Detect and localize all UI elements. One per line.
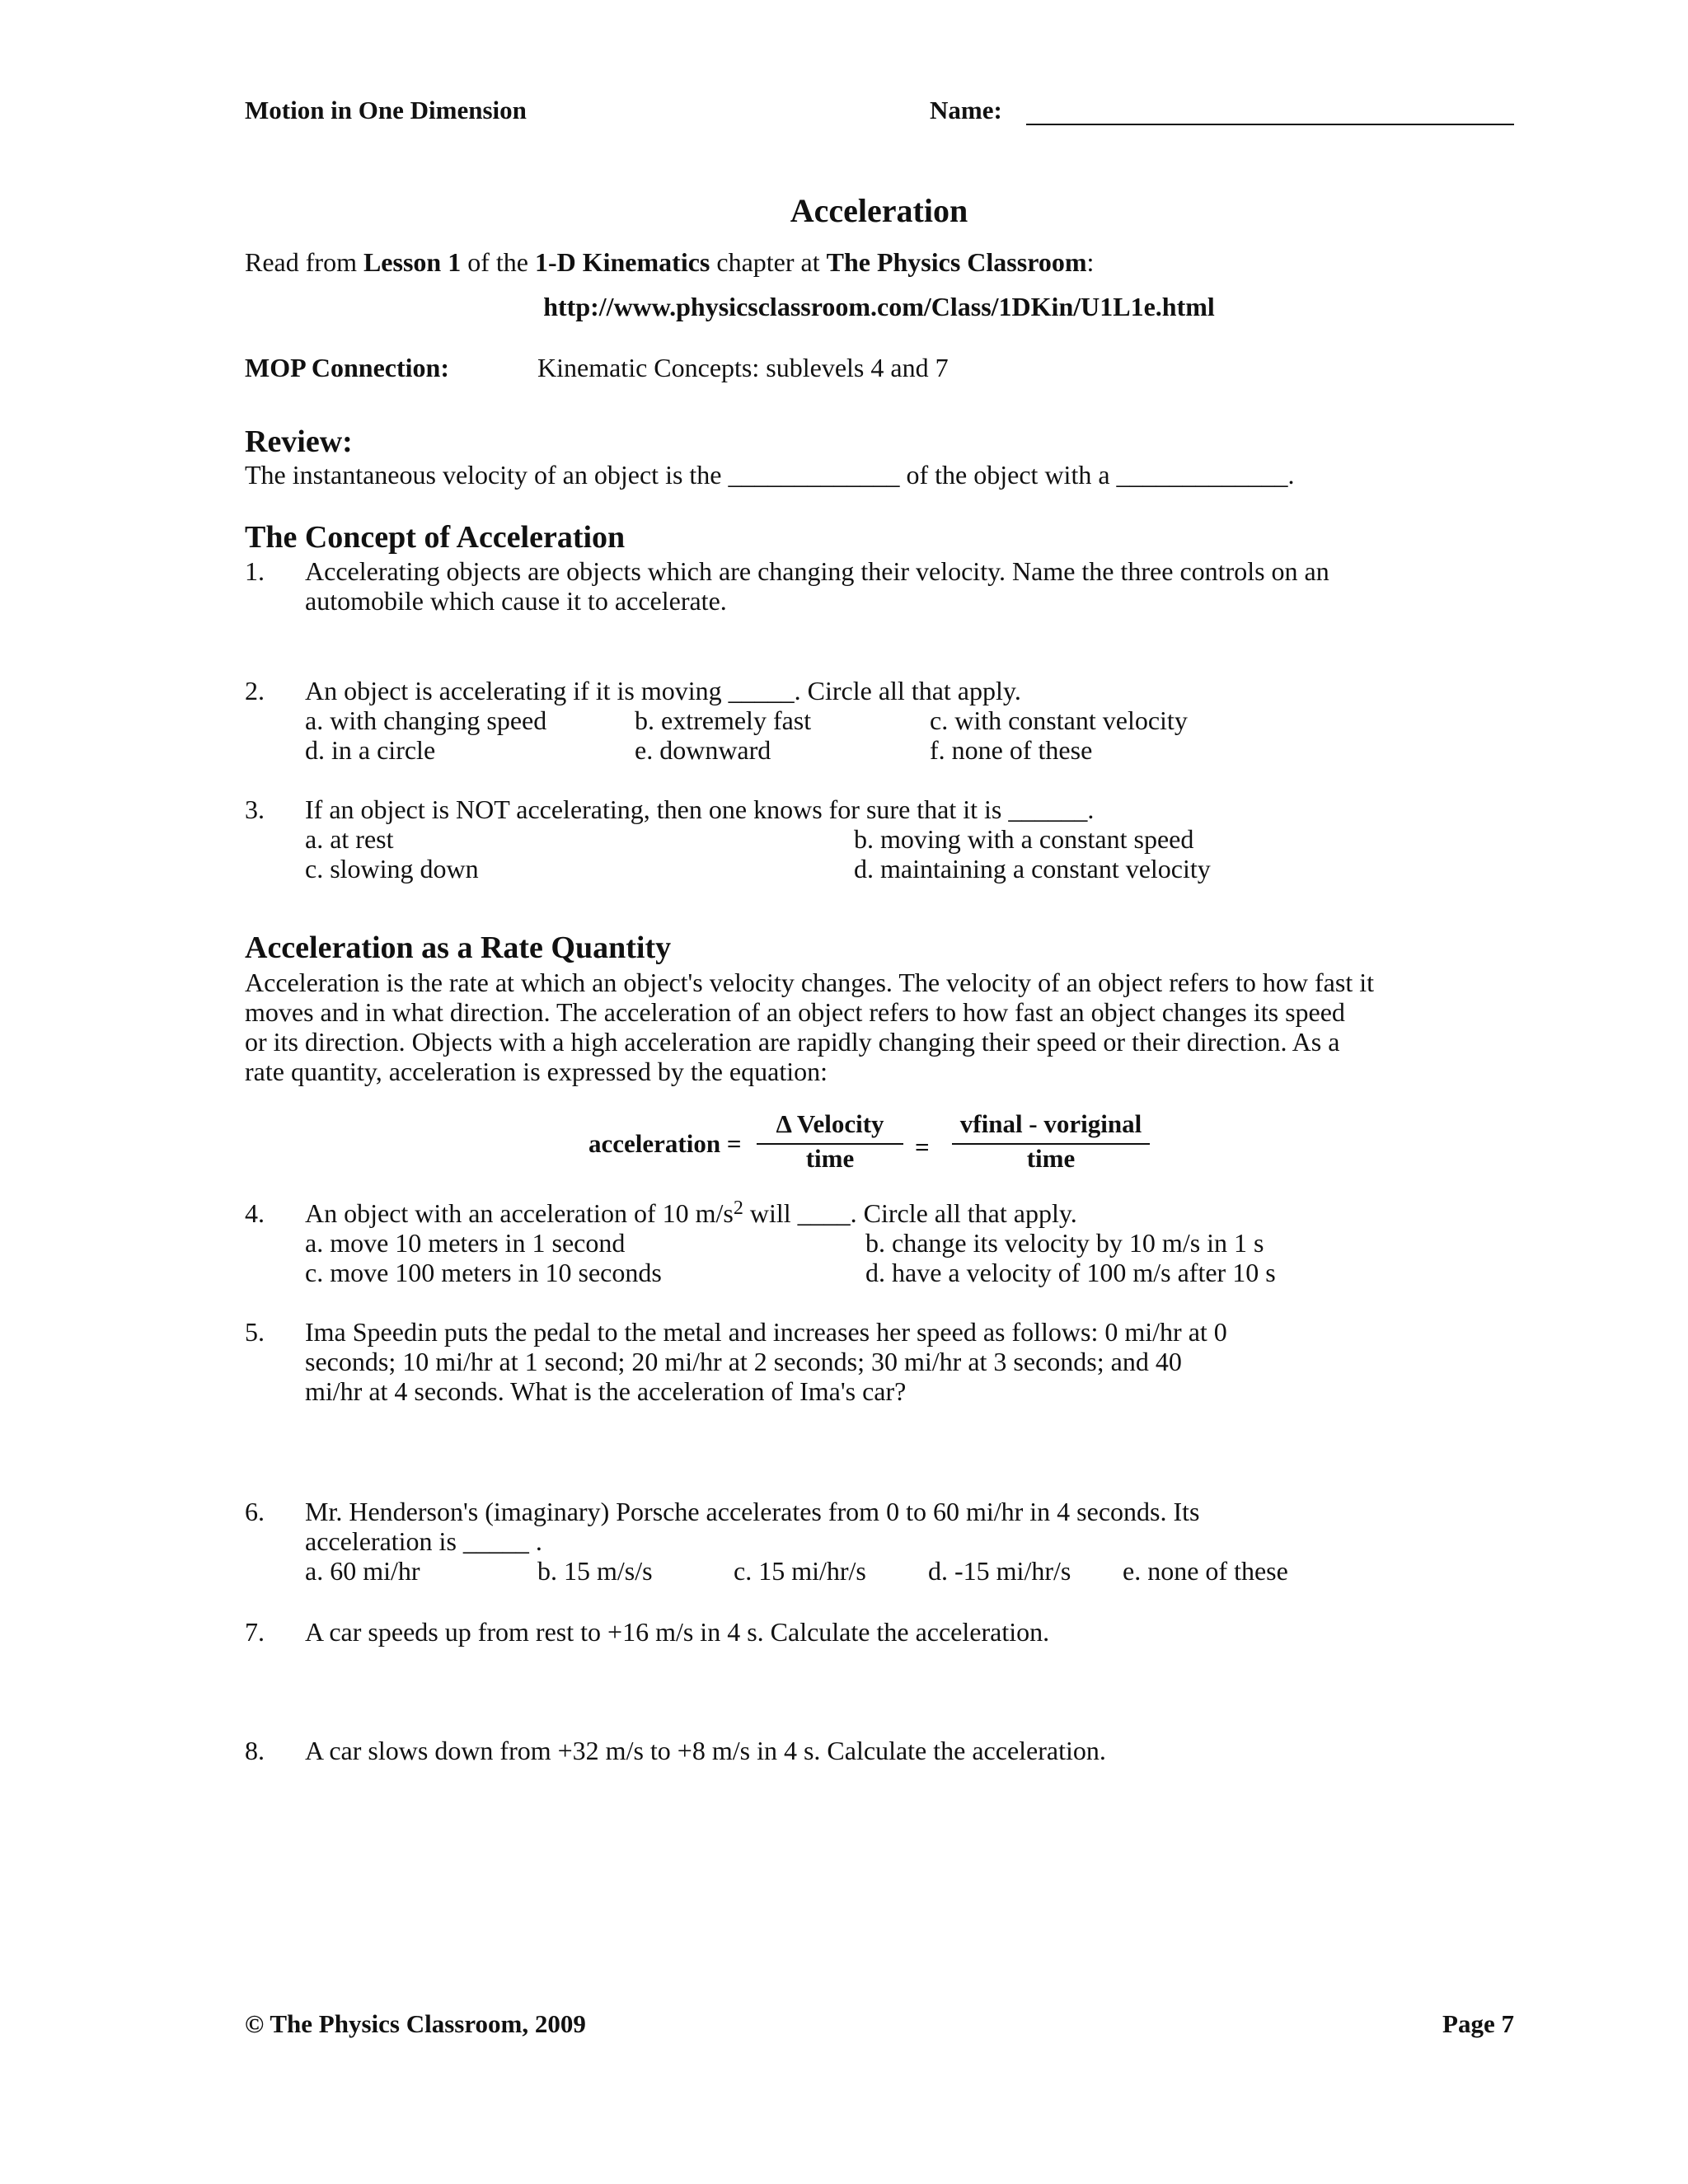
q5-number: 5.: [245, 1317, 265, 1347]
q8-number: 8.: [245, 1736, 265, 1765]
q3-stem: If an object is NOT accelerating, then one knows for sure that it is ______.: [305, 794, 1095, 824]
q1-line2: automobile which cause it to accelerate.: [305, 586, 727, 616]
q4-exponent: 2: [733, 1197, 743, 1219]
mop-label: MOP Connection:: [245, 353, 449, 382]
q1-number: 1.: [245, 556, 265, 586]
q5-line2: seconds; 10 mi/hr at 1 second; 20 mi/hr at 2 seconds; 30 mi/hr at 3 seconds; and 40: [305, 1347, 1182, 1376]
q6-line1: Mr. Henderson's (imaginary) Porsche accelerates from 0 to 60 mi/hr in 4 seconds. Its: [305, 1497, 1200, 1526]
name-blank-line: [1026, 124, 1514, 125]
name-label: Name:: [930, 96, 1002, 124]
q3-option-b[interactable]: b. moving with a constant speed: [854, 824, 1194, 854]
header-title: Motion in One Dimension: [245, 96, 527, 124]
q3-option-a[interactable]: a. at rest: [305, 824, 394, 854]
q3-option-d[interactable]: d. maintaining a constant velocity: [854, 854, 1211, 883]
equation-denominator-1: time: [805, 1144, 855, 1173]
intro-read-from: Read from: [245, 247, 357, 277]
q7-text: A car speeds up from rest to +16 m/s in 4 s. Calculate the acceleration.: [305, 1617, 1050, 1647]
q4-option-a[interactable]: a. move 10 meters in 1 second: [305, 1228, 626, 1258]
rate-heading: Acceleration as a Rate Quantity: [245, 930, 672, 965]
equation-numerator-1: Δ Velocity: [776, 1109, 884, 1138]
intro-of-the: of the: [467, 247, 528, 277]
q4-stem: [305, 1198, 1077, 1228]
q4-stem-text-b: will ____. Circle all that apply.: [743, 1198, 1077, 1228]
q3-option-c[interactable]: c. slowing down: [305, 854, 479, 883]
q6-line2: acceleration is _____ .: [305, 1526, 542, 1556]
intro-lesson: Lesson 1: [363, 247, 462, 277]
lesson-url: http://www.physicsclassroom.com/Class/1DKin/U1L1e.html: [543, 292, 1215, 321]
q2-option-a[interactable]: a. with changing speed: [305, 705, 547, 735]
page-title: Acceleration: [790, 192, 968, 229]
q6-option-d[interactable]: d. -15 mi/hr/s: [928, 1556, 1071, 1586]
rate-paragraph-line3: or its direction. Objects with a high acceleration are rapidly changing their speed or their direction. As a: [245, 1027, 1340, 1057]
concept-heading: The Concept of Acceleration: [245, 520, 626, 555]
equation-numerator-2: vfinal - voriginal: [959, 1109, 1142, 1138]
q2-option-d[interactable]: d. in a circle: [305, 735, 436, 765]
intro-colon: :: [1086, 247, 1095, 277]
q3-number: 3.: [245, 794, 265, 824]
q2-option-b[interactable]: b. extremely fast: [635, 705, 812, 735]
q4-option-b[interactable]: b. change its velocity by 10 m/s in 1 s: [865, 1228, 1264, 1258]
rate-paragraph-line1: Acceleration is the rate at which an object's velocity changes. The velocity of an object refers to how fast it: [245, 968, 1374, 997]
q4-number: 4.: [245, 1198, 265, 1228]
rate-paragraph-line2: moves and in what direction. The acceleration of an object refers to how fast an object changes its speed: [245, 997, 1345, 1027]
q2-option-e[interactable]: e. downward: [635, 735, 771, 765]
q7-number: 7.: [245, 1617, 265, 1647]
q5-line1: Ima Speedin puts the pedal to the metal and increases her speed as follows: 0 mi/hr at 0: [305, 1317, 1227, 1347]
q4-stem-text-a: An object with an acceleration of 10 m/s: [305, 1198, 734, 1228]
q6-option-b[interactable]: b. 15 m/s/s: [537, 1556, 653, 1586]
q1-line1: Accelerating objects are objects which are changing their velocity. Name the three controls on an: [305, 556, 1329, 586]
q2-option-c[interactable]: c. with constant velocity: [930, 705, 1188, 735]
q6-option-a[interactable]: a. 60 mi/hr: [305, 1556, 420, 1586]
q6-number: 6.: [245, 1497, 265, 1526]
equation-equals-2: =: [915, 1132, 930, 1161]
q6-option-e[interactable]: e. none of these: [1123, 1556, 1288, 1586]
equation-denominator-2: time: [1026, 1144, 1076, 1173]
q2-option-f[interactable]: f. none of these: [930, 735, 1093, 765]
intro-site: The Physics Classroom: [826, 247, 1087, 277]
q2-number: 2.: [245, 676, 265, 705]
mop-value: Kinematic Concepts: sublevels 4 and 7: [537, 353, 949, 382]
review-heading: Review:: [245, 424, 353, 459]
q4-option-d[interactable]: d. have a velocity of 100 m/s after 10 s: [865, 1258, 1276, 1287]
q5-line3: mi/hr at 4 seconds. What is the acceleration of Ima's car?: [305, 1376, 907, 1406]
q8-text: A car slows down from +32 m/s to +8 m/s in 4 s. Calculate the acceleration.: [305, 1736, 1106, 1765]
q4-option-c[interactable]: c. move 100 meters in 10 seconds: [305, 1258, 662, 1287]
q2-stem: An object is accelerating if it is moving _____. Circle all that apply.: [305, 676, 1021, 705]
intro-line: [245, 247, 1094, 277]
review-text: The instantaneous velocity of an object is the _____________ of the object with a _____________.: [245, 460, 1295, 490]
footer-page-number: Page 7: [1442, 2009, 1514, 2038]
rate-paragraph-line4: rate quantity, acceleration is expressed by the equation:: [245, 1057, 828, 1086]
q6-option-c[interactable]: c. 15 mi/hr/s: [734, 1556, 866, 1586]
equation-lhs: acceleration =: [588, 1129, 742, 1158]
footer-copyright: © The Physics Classroom, 2009: [245, 2009, 586, 2038]
intro-chapter-at: chapter at: [716, 247, 820, 277]
intro-chapter: 1-D Kinematics: [534, 247, 710, 277]
